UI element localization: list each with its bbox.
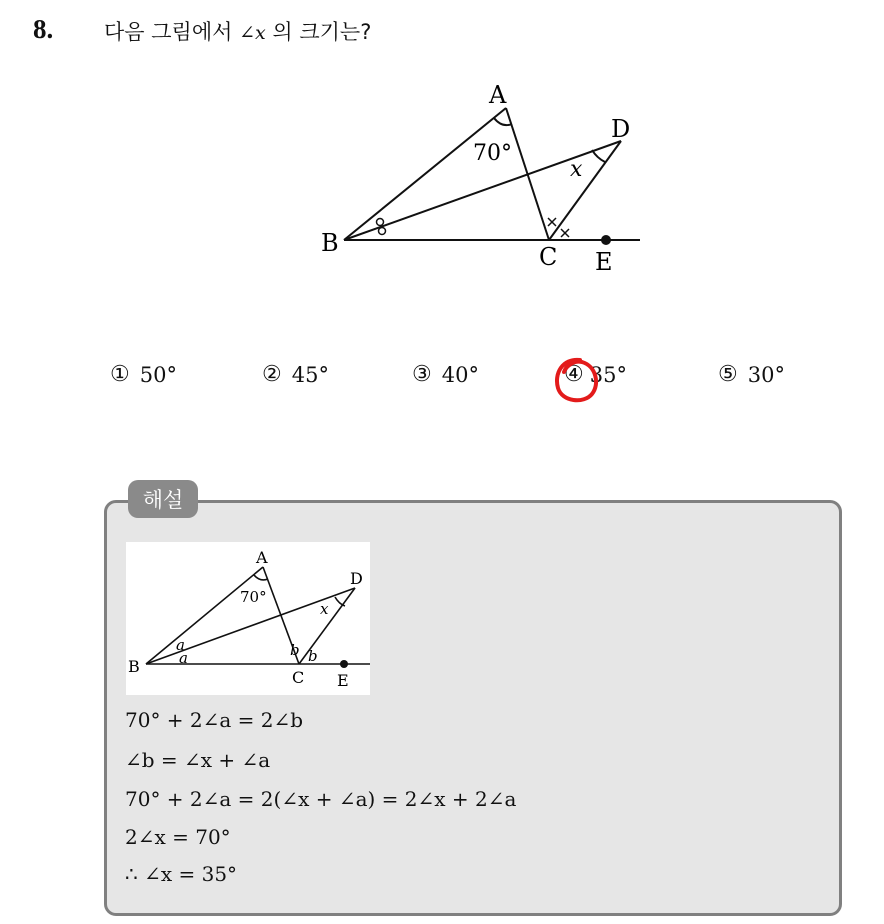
sol-label-d: D (350, 569, 363, 588)
choice-4-value: 35° (589, 362, 627, 387)
sol-point-e-dot (340, 660, 348, 668)
angle-label-x: x (570, 157, 583, 182)
choice-2[interactable] (262, 362, 329, 387)
label-c: C (539, 243, 558, 271)
choice-3-value: 40° (441, 362, 479, 387)
answer-choices (0, 362, 884, 402)
solution-line-5: ∴ ∠x = 35° (125, 862, 238, 886)
line-b-a (344, 108, 506, 240)
sol-angle-label-x: x (320, 600, 329, 618)
question-text-after: 의 크기는? (265, 20, 372, 44)
choice-4-mark: ④ (564, 362, 584, 387)
label-e: E (595, 248, 613, 276)
question-text-before: 다음 그림에서 (104, 20, 240, 44)
angle-mark-b1 (377, 219, 384, 226)
selected-answer-circle (550, 352, 606, 408)
sol-angle-arc-d (335, 597, 345, 606)
sol-angle-label-b2: b (308, 647, 318, 665)
choice-1[interactable] (110, 362, 177, 387)
choice-2-value: 45° (291, 362, 329, 387)
sol-label-c: C (292, 668, 305, 687)
question-angle-var: ∠x (239, 22, 266, 44)
solution-tag: 해설 (128, 480, 198, 518)
sol-angle-label-b1: b (290, 641, 300, 659)
choice-1-mark: ① (110, 362, 130, 387)
angle-arc-d (592, 150, 605, 162)
solution-line-3: 70° + 2∠a = 2(∠x + ∠a) = 2∠x + 2∠a (125, 787, 517, 811)
sol-line-b-a (146, 567, 263, 664)
label-b: B (321, 229, 339, 257)
label-a: A (489, 81, 507, 109)
question-figure (0, 0, 884, 300)
angle-label-a: 70° (473, 141, 512, 166)
sol-label-a: A (256, 548, 268, 567)
sol-angle-label-a: 70° (240, 588, 267, 606)
solution-line-2: ∠b = ∠x + ∠a (125, 748, 271, 772)
label-d: D (611, 115, 631, 143)
sol-angle-label-a1: a (176, 636, 185, 654)
solution-line-1: 70° + 2∠a = 2∠b (125, 708, 304, 732)
sol-label-e: E (337, 671, 349, 690)
choice-3[interactable] (412, 362, 479, 387)
choice-5-mark: ⑤ (718, 362, 738, 387)
point-e-dot (601, 235, 611, 245)
solution-line-4: 2∠x = 70° (125, 825, 231, 849)
choice-5-value: 30° (747, 362, 785, 387)
choice-3-mark: ③ (412, 362, 432, 387)
choice-2-mark: ② (262, 362, 282, 387)
line-c-d (549, 141, 621, 240)
solution-figure (126, 542, 370, 695)
sol-label-b: B (128, 657, 140, 676)
sol-angle-label-a2: a (179, 649, 188, 667)
choice-1-value: 50° (139, 362, 177, 387)
question-number: 8. (33, 14, 54, 44)
angle-mark-b2 (379, 228, 386, 235)
choice-5[interactable] (718, 362, 785, 387)
